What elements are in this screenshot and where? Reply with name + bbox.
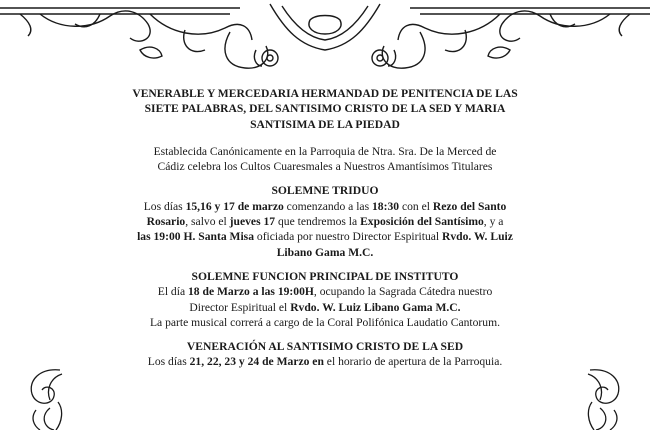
text-run: Los días xyxy=(147,355,190,369)
funcion-heading: SOLEMNE FUNCION PRINCIPAL DE INSTITUTO xyxy=(191,269,459,283)
veneracion-line-1 xyxy=(95,354,555,369)
text-run: El día xyxy=(157,285,188,299)
funcion-section xyxy=(95,269,555,330)
triduo-section xyxy=(95,183,555,259)
text-run: que tendremos la xyxy=(275,215,361,229)
text-run-bold: las 19:00 H. Santa Misa xyxy=(137,230,254,244)
text-run: comenzando a las xyxy=(283,199,372,213)
veneracion-heading: VENERACIÓN AL SANTISIMO CRISTO DE LA SED xyxy=(186,340,464,354)
text-run-bold: 18 de Marzo a las 19:00H xyxy=(188,285,314,299)
text-run: , ocupando la Sagrada Cátedra nuestro xyxy=(313,285,493,299)
text-run-bold: 21, 22, 23 y 24 de Marzo en xyxy=(189,355,324,369)
top-ornament-icon xyxy=(0,0,650,82)
text-run-bold: Rvdo. W. Luiz Libano Gama M.C. xyxy=(290,300,461,314)
triduo-line-3 xyxy=(95,229,555,244)
text-run: Director Espiritual el xyxy=(189,300,291,314)
bottom-right-ornament-icon xyxy=(560,360,650,430)
triduo-line-2 xyxy=(95,214,555,229)
intro-paragraph xyxy=(95,144,555,175)
text-run-bold: Libano Gama M.C. xyxy=(276,245,374,259)
brotherhood-title xyxy=(95,86,555,132)
document-body xyxy=(95,86,555,370)
funcion-line-3: La parte musical correrá a cargo de la Coral Polifónica Laudatio Cantorum. xyxy=(149,315,501,329)
text-run: con el xyxy=(399,199,433,213)
text-run-bold: jueves 17 xyxy=(229,215,276,229)
title-line: SIETE PALABRAS, DEL SANTISIMO CRISTO DE LA SED Y MARIA xyxy=(144,102,506,116)
text-run: , salvo el xyxy=(185,215,230,229)
title-line: SANTISIMA DE LA PIEDAD xyxy=(250,117,400,131)
triduo-heading: SOLEMNE TRIDUO xyxy=(271,184,379,198)
bottom-left-ornament-icon xyxy=(0,360,90,430)
text-run: , y a xyxy=(483,215,504,229)
veneracion-section xyxy=(95,339,555,370)
text-run: Los días xyxy=(143,199,186,213)
funcion-line-1 xyxy=(95,284,555,299)
triduo-line-1 xyxy=(95,199,555,214)
text-run: el horario de apertura de la Parroquia. xyxy=(323,355,503,369)
funcion-line-2 xyxy=(95,300,555,315)
text-run-bold: Rosario xyxy=(146,215,186,229)
triduo-line-4 xyxy=(95,245,555,260)
text-run-bold: Rvdo. W. Luiz xyxy=(442,230,513,244)
text-run: oficiada por nuestro Director Espiritual xyxy=(254,230,443,244)
text-run-bold: 15,16 y 17 de marzo xyxy=(185,199,284,213)
title-line: VENERABLE Y MERCEDARIA HERMANDAD DE PENITENCIA DE LAS xyxy=(132,87,518,100)
intro-line: Cádiz celebra los Cultos Cuaresmales a Nuestros Amantísimos Titulares xyxy=(157,160,493,174)
text-run-bold: Rezo del Santo xyxy=(432,199,507,213)
text-run-bold: Exposición del Santísimo xyxy=(360,215,484,229)
intro-line: Establecida Canónicamente en la Parroquia de Ntra. Sra. De la Merced de xyxy=(153,144,497,158)
text-run-bold: 18:30 xyxy=(372,199,400,213)
